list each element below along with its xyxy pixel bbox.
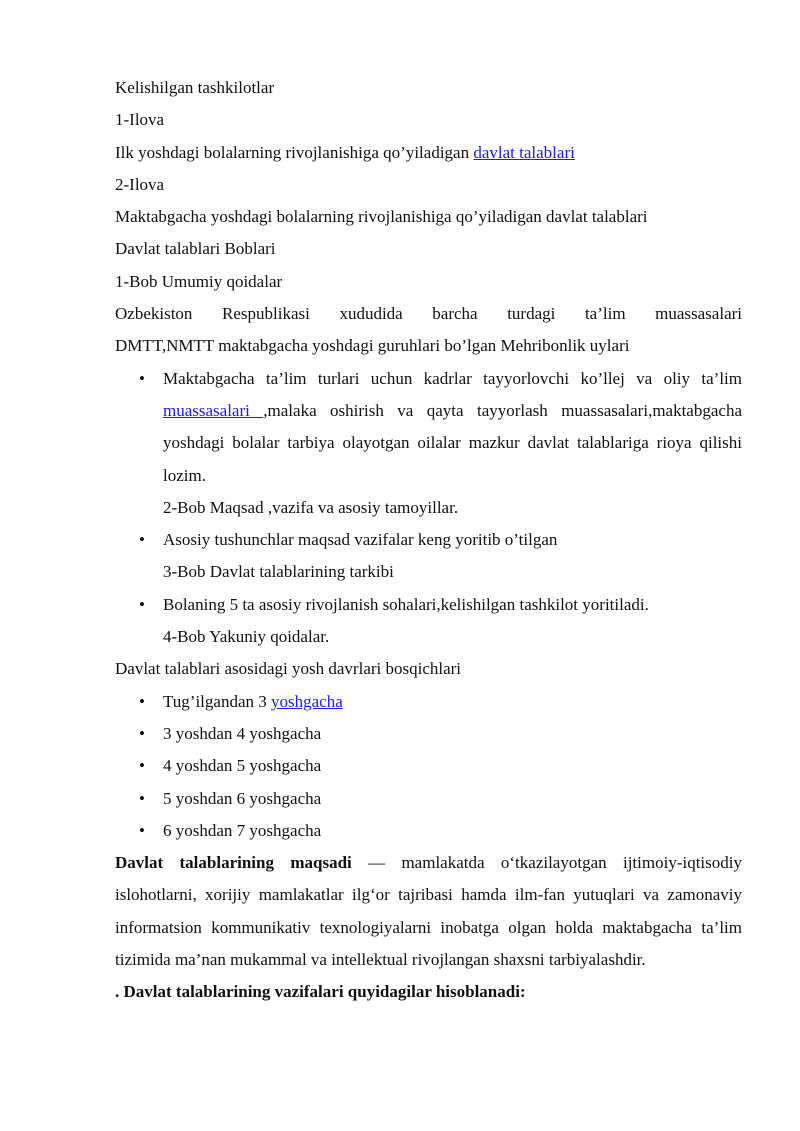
text-span: ,malaka oshirish va qayta tayyorlash muassasalari,maktabgacha yoshdagi bolalar tarbiya olayotgan oilalar mazkur davlat talablariga rioya qilishi lozim. xyxy=(163,400,742,485)
text-line: 4-Bob Yakuniy qoidalar. xyxy=(163,627,330,647)
list-item xyxy=(115,750,742,782)
text-line: Davlat talablari Boblari xyxy=(115,239,276,259)
list-item xyxy=(115,589,742,621)
goal-paragraph xyxy=(115,847,742,976)
list-item-text: 6 yoshdan 7 yoshgacha xyxy=(163,820,322,840)
section-heading: Davlat talablari asosidagi yosh davrlari bosqichlari xyxy=(115,659,462,679)
bullet-icon: • xyxy=(139,368,145,388)
list-item xyxy=(115,524,742,556)
tasks-heading-text: . Davlat talablarining vazifalari quyidagilar hisoblanadi: xyxy=(115,982,526,1002)
text-line: Maktabgacha yoshdagi bolalarning rivojlanishiga qo’yiladigan davlat talablari xyxy=(115,207,648,227)
list-item-text: Asosiy tushunchlar maqsad vazifalar keng yoritib o’tilgan xyxy=(163,530,558,550)
bullet-icon: • xyxy=(139,820,145,840)
yoshgacha-link[interactable]: yoshgacha xyxy=(271,691,343,711)
text-span: — mamlakatda o‘tkazilayotgan ijtimoiy-iqtisodiy islohotlarni, xorijiy mamlakatlar ilg‘or tajribasi hamda ilm-fan yutuqlari va zamonaviy informatsion kommunikativ texnologiyalarni inobatga olgan holda maktabgacha ta’lim tizimida ma’nan mukammal va intellektual rivojlangan shaxsni tarbiyalashdir. xyxy=(115,853,742,970)
list-item xyxy=(115,815,742,847)
list-item xyxy=(115,363,742,492)
list-item-text: 3 yoshdan 4 yoshgacha xyxy=(163,723,322,743)
text-line: 1-Ilova xyxy=(115,110,165,130)
bullet-icon: • xyxy=(139,788,145,808)
list-item xyxy=(115,783,742,815)
tasks-heading xyxy=(115,976,742,1008)
text-span: Ilk yoshdagi bolalarning rivojlanishiga qo’yiladigan xyxy=(115,142,474,162)
list-item xyxy=(115,718,742,750)
list-item-text xyxy=(163,686,742,718)
list-item-text xyxy=(163,363,742,492)
bullet-icon: • xyxy=(139,691,145,711)
goal-term: Davlat talablarining maqsadi xyxy=(115,853,352,873)
bullet-icon: • xyxy=(139,756,145,776)
bullet-icon: • xyxy=(139,594,145,614)
text-span: Tug’ilgandan 3 xyxy=(163,691,271,711)
text-span: Maktabgacha ta’lim turlari uchun kadrlar tayyorlovchi ko’llej va oliy ta’lim xyxy=(163,368,742,388)
text-line: 3-Bob Davlat talablarining tarkibi xyxy=(163,562,394,582)
bullet-icon: • xyxy=(139,530,145,550)
list-item-text: 4 yoshdan 5 yoshgacha xyxy=(163,756,322,776)
text-line: Ozbekiston Respublikasi xududida barcha turdagi ta’lim muassasalari xyxy=(115,304,742,324)
text-line: Kelishilgan tashkilotlar xyxy=(115,78,275,97)
list-item-text: Bolaning 5 ta asosiy rivojlanish sohalari,kelishilgan tashkilot yoritiladi. xyxy=(163,594,649,614)
text-line: 2-Bob Maqsad ,vazifa va asosiy tamoyillar. xyxy=(163,497,459,517)
text-line: 1-Bob Umumiy qoidalar xyxy=(115,271,283,291)
text-line xyxy=(115,137,742,169)
list-item-text: 5 yoshdan 6 yoshgacha xyxy=(163,788,322,808)
muassasalari-link[interactable]: muassasalari xyxy=(163,400,264,420)
text-line: DMTT,NMTT maktabgacha yoshdagi guruhlari bo’lgan Mehribonlik uylari xyxy=(115,336,630,356)
document-page xyxy=(115,72,742,1009)
davlat-talablari-link[interactable]: davlat talablari xyxy=(473,142,575,162)
list-item xyxy=(115,686,742,718)
text-line: 2-Ilova xyxy=(115,174,165,194)
bullet-icon: • xyxy=(139,723,145,743)
